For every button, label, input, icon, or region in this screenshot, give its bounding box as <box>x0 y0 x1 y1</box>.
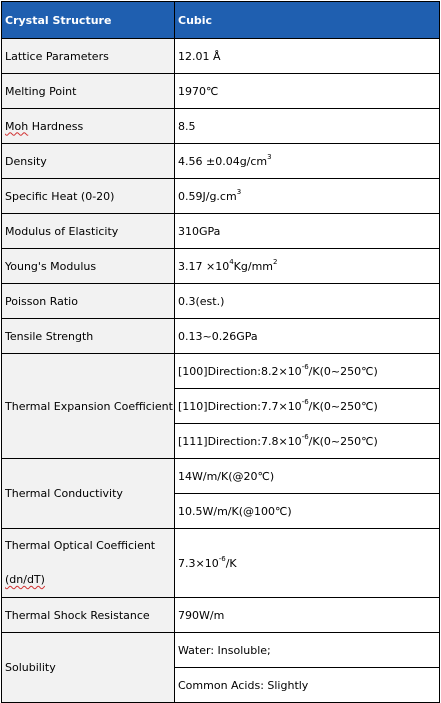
property-label: Poisson Ratio <box>2 284 175 319</box>
spellcheck-word: (dn/dT) <box>5 573 45 586</box>
property-label: Modulus of Elasticity <box>2 214 175 249</box>
value-superscript: 3 <box>267 152 272 161</box>
property-value <box>175 179 440 214</box>
property-label: Thermal Shock Resistance <box>2 598 175 633</box>
value-text: /K(0~250℃) <box>308 364 378 378</box>
property-value: Water: Insoluble; <box>175 633 440 668</box>
table-row <box>2 39 440 74</box>
value-text: [111]Direction:7.8×10 <box>178 434 302 448</box>
property-label <box>2 109 175 144</box>
property-value <box>175 144 440 179</box>
property-label <box>2 529 175 598</box>
value-text: [100]Direction:8.2×10 <box>178 364 302 378</box>
table-row <box>2 319 440 354</box>
property-value <box>175 424 440 459</box>
value-superscript: -6 <box>301 397 309 406</box>
table-header-row <box>2 2 440 39</box>
value-text: /K(0~250℃) <box>308 399 378 413</box>
property-label: Tensile Strength <box>2 319 175 354</box>
table-row <box>2 249 440 284</box>
property-label: Young's Modulus <box>2 249 175 284</box>
property-value: 0.3(est.) <box>175 284 440 319</box>
value-text: /K(0~250℃) <box>308 434 378 448</box>
header-value: Cubic <box>175 2 440 39</box>
property-label: Specific Heat (0-20) <box>2 179 175 214</box>
property-value <box>175 389 440 424</box>
table-row <box>2 529 440 598</box>
value-superscript: -6 <box>218 554 226 563</box>
value-text: 7.3×10 <box>178 556 219 570</box>
table-row <box>2 144 440 179</box>
value-superscript: 4 <box>229 257 234 266</box>
value-text: /K <box>225 556 237 570</box>
property-value <box>175 529 440 598</box>
table-row <box>2 354 440 389</box>
property-value <box>175 249 440 284</box>
table-row <box>2 74 440 109</box>
property-label: Density <box>2 144 175 179</box>
property-value: 14W/m/K(@20℃) <box>175 459 440 494</box>
property-value: Common Acids: Slightly <box>175 668 440 703</box>
property-label-line: Thermal Optical Coefficient <box>5 539 156 552</box>
property-value <box>175 354 440 389</box>
property-value: 8.5 <box>175 109 440 144</box>
property-label: Melting Point <box>2 74 175 109</box>
property-value: 10.5W/m/K(@100℃) <box>175 494 440 529</box>
table-row <box>2 633 440 668</box>
property-value: 1970℃ <box>175 74 440 109</box>
property-value: 790W/m <box>175 598 440 633</box>
value-text: Kg/mm <box>233 259 274 273</box>
property-label: Thermal Expansion Coefficient <box>2 354 175 459</box>
property-value: 0.13~0.26GPa <box>175 319 440 354</box>
property-label: Lattice Parameters <box>2 39 175 74</box>
value-text: 4.56 ±0.04g/cm <box>178 154 268 168</box>
property-value: 310GPa <box>175 214 440 249</box>
value-text: 3.17 ×10 <box>178 259 230 273</box>
properties-table <box>1 1 440 703</box>
value-superscript: 3 <box>236 187 242 196</box>
property-label: Solubility <box>2 633 175 703</box>
table-row <box>2 109 440 144</box>
value-text: [110]Direction:7.7×10 <box>178 399 302 413</box>
property-value: 12.01 Å <box>175 39 440 74</box>
table-row <box>2 214 440 249</box>
property-label: Thermal Conductivity <box>2 459 175 529</box>
value-superscript: -6 <box>301 432 309 441</box>
value-superscript: 2 <box>273 257 278 266</box>
spellcheck-word: Moh <box>5 119 29 133</box>
table-row <box>2 179 440 214</box>
value-text: 0.59J/g.cm <box>178 189 237 203</box>
table-row <box>2 459 440 494</box>
table-row <box>2 284 440 319</box>
value-superscript: -6 <box>301 362 309 371</box>
table-row <box>2 598 440 633</box>
header-property: Crystal Structure <box>2 2 175 39</box>
property-label-rest: Hardness <box>28 119 84 133</box>
